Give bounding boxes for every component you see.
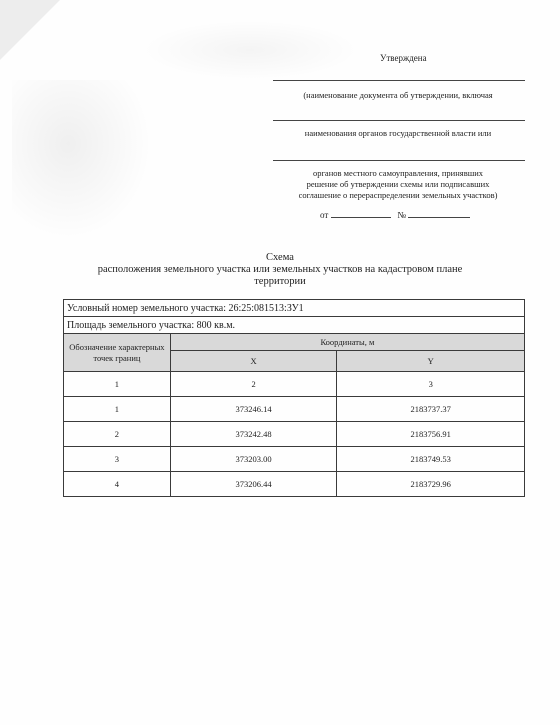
scheme-title: Схема (266, 252, 294, 263)
y-value: 2183737.37 (337, 397, 525, 422)
approval-date-line (320, 209, 470, 220)
index-cell: 3 (337, 372, 525, 397)
x-value: 373206.44 (170, 472, 337, 497)
point-designation-header: Обозначение характерных точек границ (64, 334, 171, 372)
scan-smudge (12, 80, 152, 240)
coordinates-header: Координаты, м (170, 334, 524, 351)
x-value: 373203.00 (170, 447, 337, 472)
x-value: 373246.14 (170, 397, 337, 422)
caption-line: решение об утверждении схемы или подписавших (306, 179, 490, 189)
approval-caption-1: (наименование документа об утверждении, включая (303, 90, 493, 100)
point-id: 3 (64, 447, 171, 472)
index-cell: 1 (64, 372, 171, 397)
x-value: 373242.48 (170, 422, 337, 447)
coordinates-table (63, 299, 525, 497)
parcel-number: Условный номер земельного участка: 26:25:081513:ЗУ1 (64, 300, 525, 317)
index-cell: 2 (170, 372, 337, 397)
scan-smudge (140, 20, 360, 80)
scheme-subtitle-line2: территории (254, 276, 306, 287)
date-prefix: от (320, 210, 329, 220)
index-row (64, 372, 525, 397)
table-row (64, 397, 525, 422)
number-blank (408, 209, 470, 218)
caption-line: органов местного самоуправления, принявших (312, 168, 484, 178)
point-id: 1 (64, 397, 171, 422)
point-id: 2 (64, 422, 171, 447)
y-column-header: Y (337, 351, 525, 372)
y-value: 2183729.96 (337, 472, 525, 497)
parcel-area: Площадь земельного участка: 800 кв.м. (64, 317, 525, 334)
table-row (64, 472, 525, 497)
scan-corner-shadow (0, 0, 60, 60)
table-row (64, 447, 525, 472)
point-id: 4 (64, 472, 171, 497)
approval-caption-2: наименования органов государственной власти или (304, 128, 492, 138)
y-value: 2183749.53 (337, 447, 525, 472)
y-value: 2183756.91 (337, 422, 525, 447)
caption-line: соглашение о перераспределении земельных участков) (298, 190, 498, 200)
fill-line (273, 80, 525, 81)
fill-line (273, 160, 525, 161)
approval-caption-3 (268, 168, 528, 201)
x-column-header: X (170, 351, 337, 372)
date-blank (331, 209, 391, 218)
number-prefix: № (397, 210, 406, 220)
scheme-subtitle-line1: расположения земельного участка или земельных участков на кадастровом плане (97, 264, 463, 275)
table-row (64, 422, 525, 447)
approval-title: Утверждена (380, 53, 427, 63)
fill-line (273, 120, 525, 121)
